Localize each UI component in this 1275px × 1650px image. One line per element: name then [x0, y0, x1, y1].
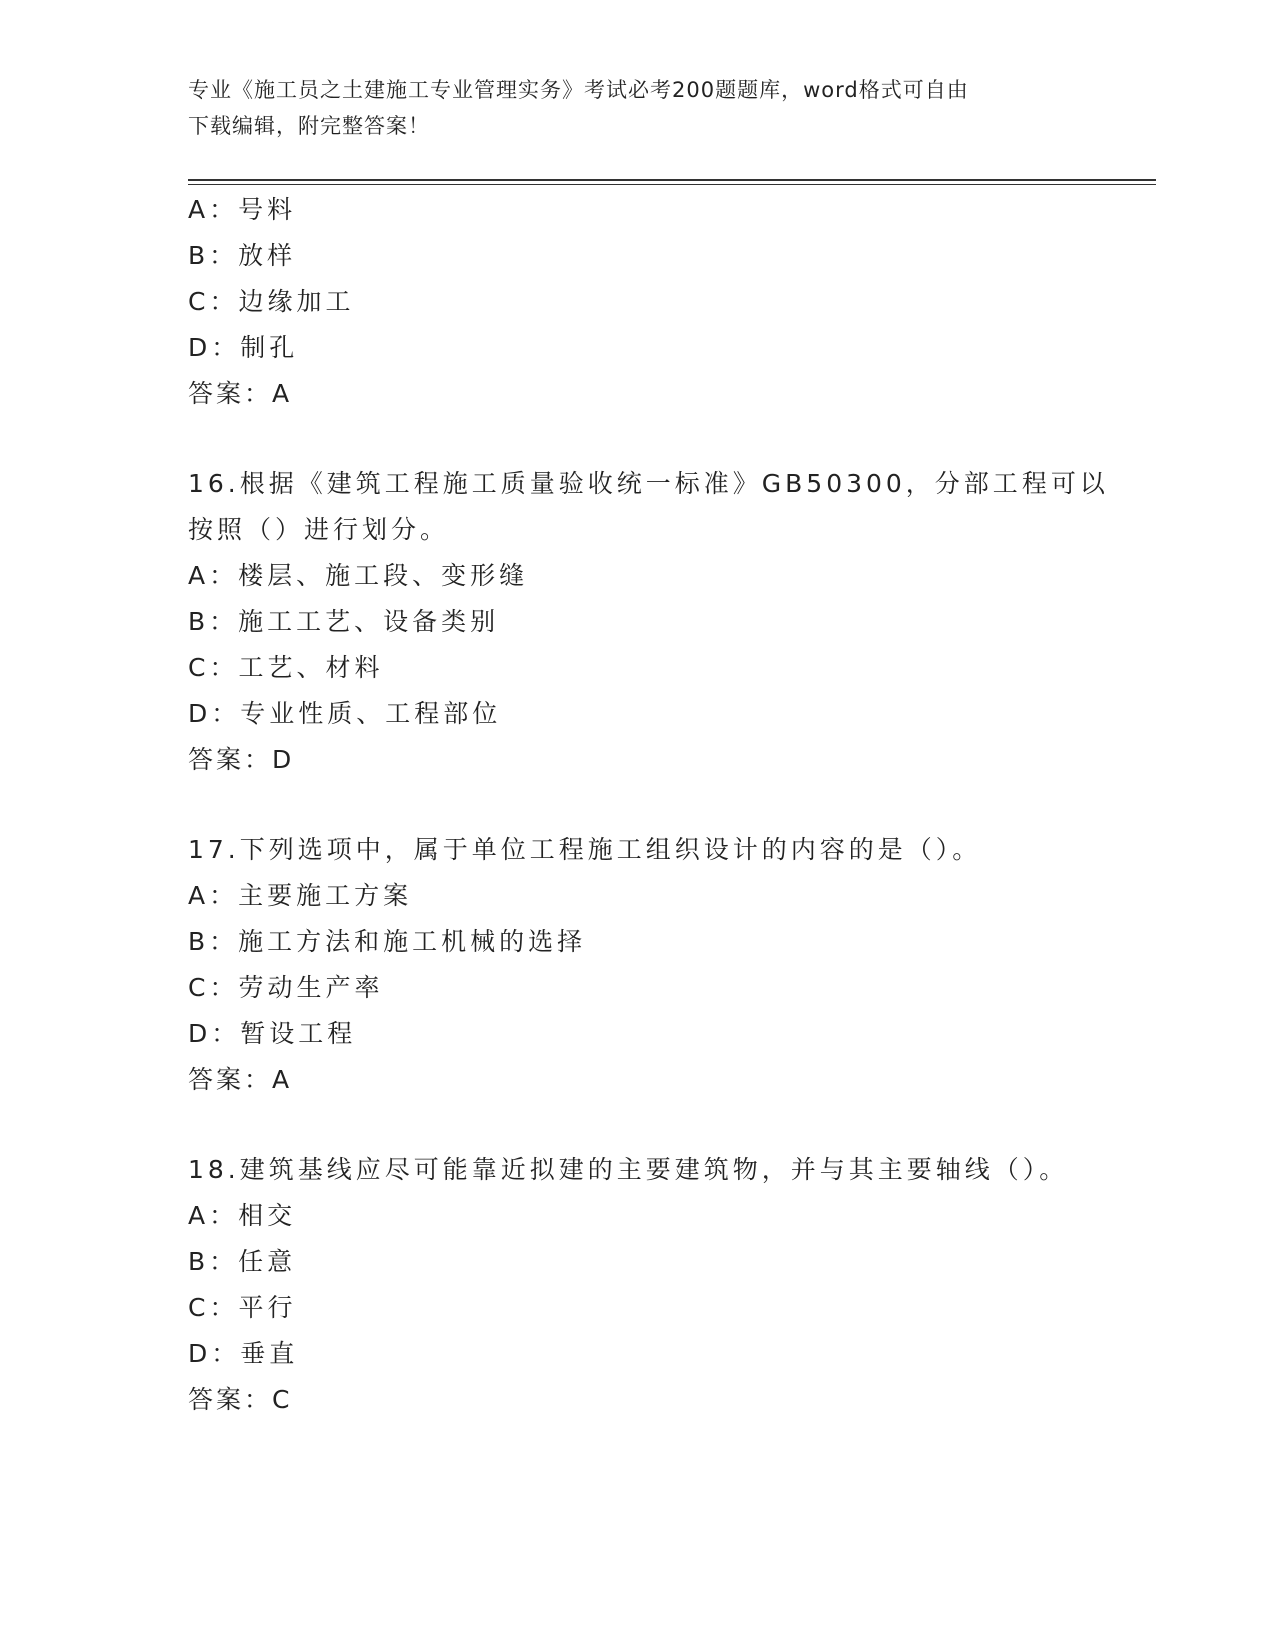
option-b: B：放样: [188, 241, 297, 270]
option-c: C：边缘加工: [188, 287, 355, 316]
option-c: C：工艺、材料: [188, 653, 384, 682]
question-stem: 按照（）进行划分。: [188, 515, 450, 544]
option-a: A：相交: [188, 1201, 297, 1230]
spacer: [188, 1103, 1088, 1147]
option-c: C：劳动生产率: [188, 973, 384, 1002]
question-17: [188, 827, 1088, 1103]
option-c: C：平行: [188, 1293, 297, 1322]
answer: 答案：C: [188, 1385, 293, 1414]
option-d: D：垂直: [188, 1339, 299, 1368]
answer: 答案：A: [188, 1065, 293, 1094]
header-line-2: 下载编辑，附完整答案！: [188, 114, 430, 138]
spacer: [188, 417, 1088, 461]
header-divider-thin: [188, 184, 1156, 185]
question-stem: 18.建筑基线应尽可能靠近拟建的主要建筑物，并与其主要轴线（）。: [188, 1155, 1069, 1184]
option-a: A：号料: [188, 195, 297, 224]
option-d: D：制孔: [188, 333, 299, 362]
question-stem: 17.下列选项中，属于单位工程施工组织设计的内容的是（）。: [188, 835, 982, 864]
answer: 答案：D: [188, 745, 295, 774]
option-b: B：任意: [188, 1247, 297, 1276]
document-header: [188, 72, 1088, 144]
option-a: A：楼层、施工段、变形缝: [188, 561, 529, 590]
question-18: [188, 1147, 1088, 1423]
option-a: A：主要施工方案: [188, 881, 413, 910]
header-divider-thick: [188, 179, 1156, 181]
option-d: D：专业性质、工程部位: [188, 699, 502, 728]
answer: 答案：A: [188, 379, 293, 408]
option-d: D：暂设工程: [188, 1019, 357, 1048]
question-list: [188, 187, 1109, 1423]
option-b: B：施工工艺、设备类别: [188, 607, 500, 636]
question-stem: 16.根据《建筑工程施工质量验收统一标准》GB50300，分部工程可以: [188, 469, 1109, 498]
spacer: [188, 783, 1088, 827]
header-line-1: 专业《施工员之土建施工专业管理实务》考试必考200题题库，word格式可自由: [188, 78, 969, 102]
option-b: B：施工方法和施工机械的选择: [188, 927, 587, 956]
question-15-tail: [188, 187, 1088, 417]
question-16: [188, 461, 1109, 783]
